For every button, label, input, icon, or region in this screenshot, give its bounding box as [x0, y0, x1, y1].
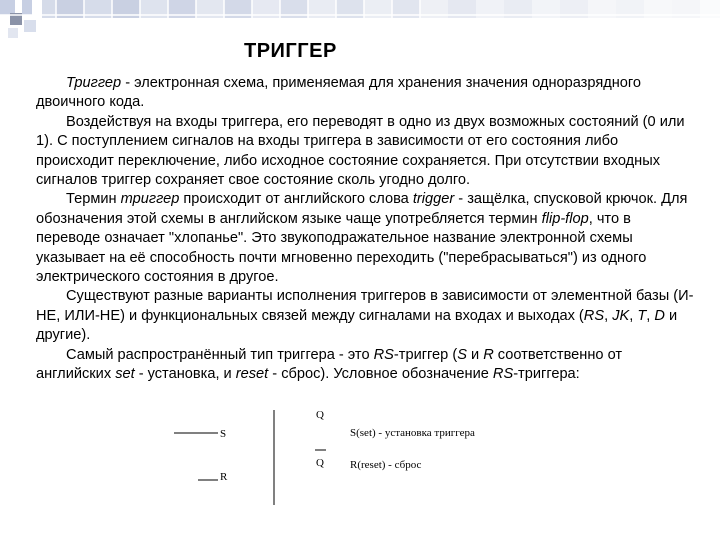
paragraph-definition: Триггер - электронная схема, применяемая для хранения значения одноразрядного двоичного кода. — [36, 75, 642, 111]
english-word-trigger: trigger — [412, 191, 455, 208]
term-flip-flop: flip-flop — [541, 210, 589, 227]
paragraph-etymology: Термин триггер происходит от английского слова trigger - защёлка, спусковой крючок. Для обозначения этой схемы в английском языке чаще употребляется термин flip-flop, что в переводе означает "хлопанье". Это звукоподражательное название электронной схемы указывает на её способность почти мгновенно переходить ("перебрасываться") из одного электрического состояния в другое. — [36, 191, 688, 286]
trigger-symbol-lines — [170, 405, 330, 505]
type-d: D — [654, 307, 665, 324]
paragraph-rs-trigger: Самый распространённый тип триггера - это RS-триггер (S и R соответственно от английских set - установка, и reset - сброс). Условное обозначение RS-триггера: — [36, 346, 623, 383]
type-jk: JK — [612, 307, 630, 324]
input-r-label: R — [220, 471, 228, 483]
decor-square — [22, 0, 32, 15]
reset-description: R(reset) - сброс — [350, 459, 422, 471]
paragraph-states: Воздействуя на входы триггера, его переводят в одно из двух возможных состояний (0 или 1). С поступлением сигналов на входы триггера в зависимости от его состояния либо происходит переключение, либо исходное состояние сохраняется. При отсутствии входных сигналов триггер сохраняет свое состояние сколь угодно долго. — [36, 113, 685, 189]
set-description: S(set) - установка триггера — [350, 427, 475, 439]
output-q-inverse-label: Q — [316, 457, 324, 469]
header-decoration — [0, 0, 720, 44]
output-q-label: Q — [316, 409, 324, 421]
term-trigger: Триггер — [66, 75, 122, 91]
type-t: T — [637, 307, 647, 324]
paragraph-variants: Существуют разные варианты исполнения триггеров в зависимости от элементной базы (И-НЕ, ИЛИ-НЕ) и функциональных связей между сигналами на входах и выходах (RS, JK, T, D и другие). — [36, 288, 694, 344]
decor-square — [24, 20, 36, 32]
decor-square — [0, 0, 15, 15]
decor-square — [8, 28, 18, 38]
body-text — [36, 74, 698, 385]
term-trigger-italic: триггер — [120, 191, 180, 208]
input-s-label: S — [220, 428, 227, 440]
page-title: ТРИГГЕР — [244, 40, 337, 62]
type-rs: RS — [583, 307, 605, 324]
